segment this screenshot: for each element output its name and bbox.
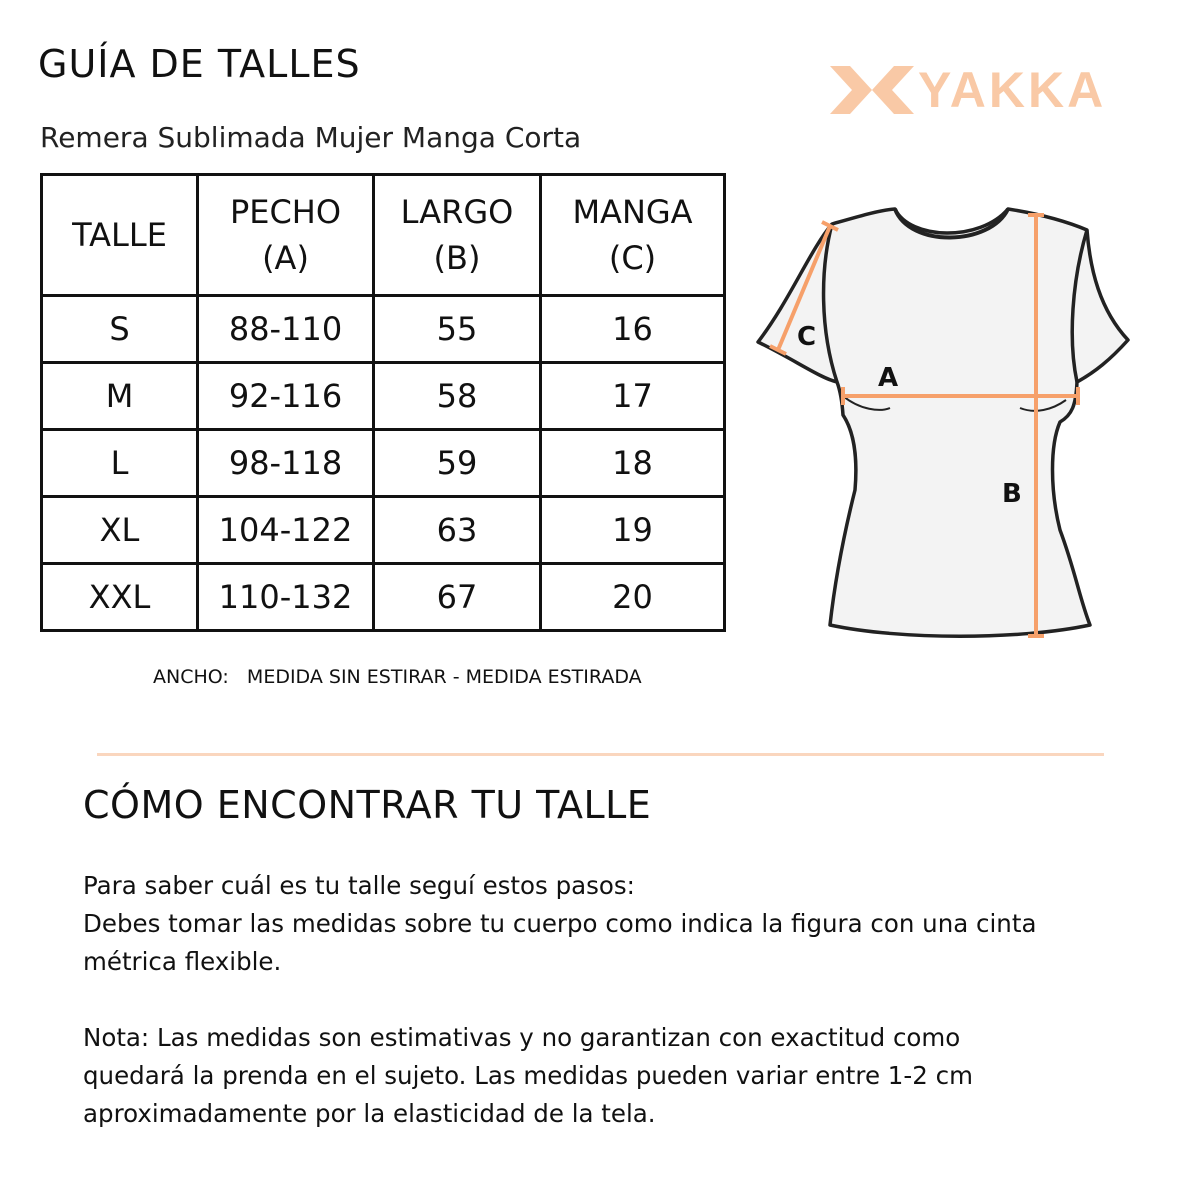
length-cell: 58 [374,363,541,430]
note-text: MEDIDA SIN ESTIRAR - MEDIDA ESTIRADA [246,666,642,688]
table-row [42,564,725,631]
brand-mark-icon [828,62,918,118]
col-header-pecho: PECHO (A) [198,175,374,296]
note-line: aproximadamente por la elasticidad de la tela. [83,1099,656,1128]
brand-name: YAKKA [918,62,1107,118]
section-title: CÓMO ENCONTRAR TU TALLE [83,783,652,827]
col-header-largo: LARGO (B) [374,175,541,296]
instructions-line: métrica flexible. [83,947,282,976]
size-table-header-row [42,175,725,296]
length-cell: 55 [374,296,541,363]
instructions-line: Debes tomar las medidas sobre tu cuerpo como indica la figura con una cinta [83,909,1037,938]
chest-cell: 98-118 [198,430,374,497]
sleeve-cell: 16 [541,296,725,363]
note-line: Nota: Las medidas son estimativas y no garantizan con exactitud como [83,1023,961,1052]
chest-cell: 88-110 [198,296,374,363]
label-b: B [1002,479,1022,509]
table-row [42,430,725,497]
size-table [40,173,726,632]
sleeve-cell: 18 [541,430,725,497]
table-row [42,296,725,363]
page-title: GUÍA DE TALLES [38,42,361,86]
sleeve-cell: 20 [541,564,725,631]
label-a: A [878,363,899,393]
note-line: quedará la prenda en el sujeto. Las medidas pueden variar entre 1-2 cm [83,1061,973,1090]
sleeve-cell: 17 [541,363,725,430]
label-c: C [797,322,817,352]
chest-cell: 104-122 [198,497,374,564]
length-cell: 59 [374,430,541,497]
tshirt-body [758,209,1128,636]
instructions-line: Para saber cuál es tu talle seguí estos pasos: [83,871,635,900]
table-row [42,497,725,564]
instructions-paragraph [83,867,1183,981]
brand-logo [828,62,1128,118]
length-cell: 63 [374,497,541,564]
col-header-manga: MANGA (C) [541,175,725,296]
chest-cell: 92-116 [198,363,374,430]
size-cell: XL [42,497,198,564]
product-subtitle: Remera Sublimada Mujer Manga Corta [40,121,582,154]
chest-cell: 110-132 [198,564,374,631]
section-divider [97,753,1104,756]
length-cell: 67 [374,564,541,631]
sleeve-cell: 19 [541,497,725,564]
col-header-talle: TALLE [42,175,198,296]
size-cell: XXL [42,564,198,631]
note-paragraph [83,1019,1183,1133]
size-cell: S [42,296,198,363]
tshirt-diagram [750,200,1170,650]
size-cell: M [42,363,198,430]
size-cell: L [42,430,198,497]
note-label: ANCHO: [153,666,229,688]
measurement-note [153,666,642,688]
table-row [42,363,725,430]
